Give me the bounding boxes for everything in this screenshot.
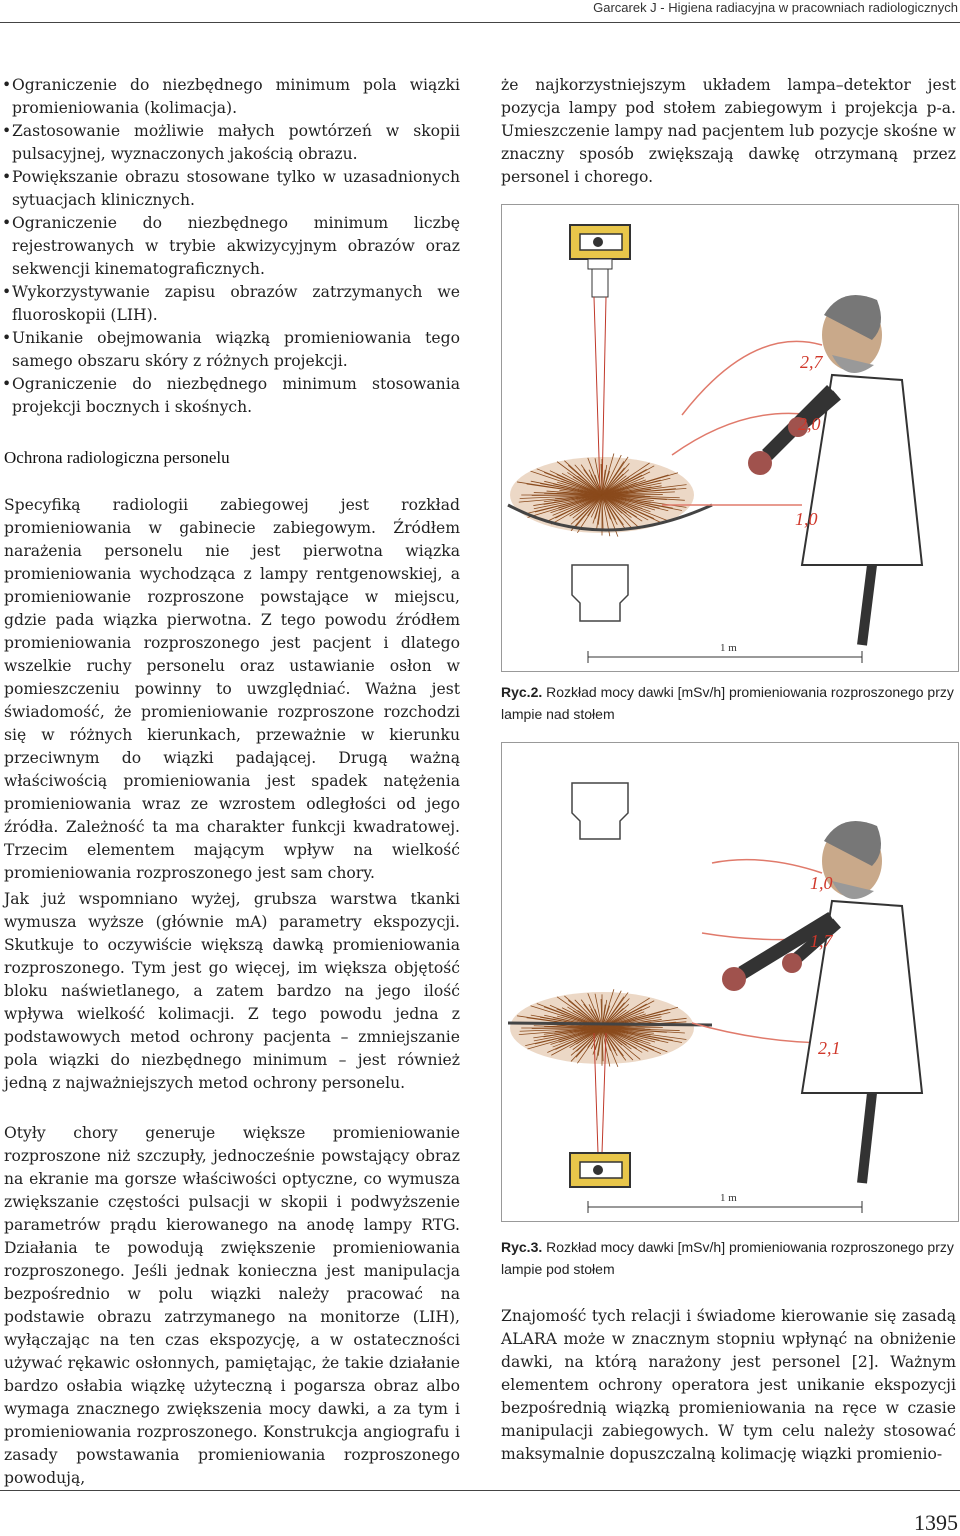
footer-rule — [0, 1490, 960, 1491]
left-column — [4, 74, 460, 419]
bullet-item: • Ograniczenie do niezbędnego minimum liczbę rejestrowanych w trybie akwizycyjnym obrazów oraz sekwencji kinematograficznych. — [4, 212, 460, 281]
paragraph-text: Otyły chory generuje większe promieniowanie rozproszone niż szczupły, jednocześnie powstający obraz na ekranie ma gorsze właściwości optyczne, co wymusza zwiększanie częstości pulsacji w skopii i podwyższenie parametrów prądu kierowanego na anodę lampy RTG. Działania te powodują zwiększenie promieniowania rozproszonego. Jeśli jednak konieczna jest manipulacja bezpośrednio w polu wiązki należy pracować na podstawie obrazu zatrzymanego na monitorze (LIH), wyłączając na ten czas ekspozycję, a w ostateczności używać rękawic osłonnych, pamiętając, że takie działanie bardzo osłabia wiązkę użyteczną i pogarsza obraz albo wymaga znacznego zwiększenia mocy dawki, a za tym i promieniowania rozproszonego. Konstrukcja angiografu i zasady powstawania promieniowania rozproszonego powodują, — [4, 1122, 460, 1490]
dose-label: 1,7 — [810, 931, 834, 951]
header-rule — [0, 22, 960, 23]
bullet-item: • Powiększanie obrazu stosowane tylko w uzasadnionych sytuacjach klinicznych. — [4, 166, 460, 212]
body-paragraph — [4, 494, 460, 885]
dose-label: 1,0 — [810, 873, 833, 893]
bullet-item: • Wykorzystywanie zapisu obrazów zatrzymanych we fluoroskopii (LIH). — [4, 281, 460, 327]
figure-2-caption — [501, 681, 956, 725]
detector-icon — [572, 783, 628, 839]
paragraph-text: że najkorzystniejszym układem lampa–detektor jest pozycja lampy pod stołem zabiegowym i projekcja p-a. Umieszczenie lampy nad pacjentem lub pozycje skośne w znaczny sposób zwiększają dawkę otrzymaną przez personel i chorego. — [501, 74, 956, 189]
detector-icon — [572, 565, 628, 621]
body-paragraph — [4, 1122, 460, 1490]
bullet-list — [4, 74, 460, 419]
figure-3 — [501, 742, 959, 1222]
paragraph-text: Specyfiką radiologii zabiegowej jest rozkład promieniowania w gabinecie zabiegowym. Źródłem narażenia personelu nie jest pierwotna wiązka promieniowania wychodząca z lampy rentgenowskiej, a promieniowanie rozproszone powstające w miejscu, gdzie pada wiązka pierwotna. Z tego powodu źródłem promieniowania rozproszonego jest pacjent i dlatego wszelkie ruchy personelu oraz ustawianie osłon w pomieszczeniu powinny to uwzględniać. Ważna jest świadomość, że promieniowanie rozproszone rozchodzi się w różnych kierunkach, przeważnie w kierunku przeciwnym do wiązki padającej. Drugą ważną właściwością promieniowania jest spadek natężenia promieniowania wraz ze wzrostem odległości od jego źródła. Zależność ta ma charakter funkcji kwadratowej. Trzecim elementem mającym wpływ na wielkość promieniowania rozproszonego jest sam chory. — [4, 494, 460, 885]
dose-label: 2,0 — [798, 414, 821, 434]
page-number: 1395 — [914, 1510, 958, 1536]
caption-number: Ryc.2. — [501, 684, 542, 700]
bullet-item: • Unikanie obejmowania wiązką promieniowania tego samego obszaru skóry z różnych projekcji. — [4, 327, 460, 373]
dose-label: 1,0 — [795, 509, 818, 529]
bullet-item: • Ograniczenie do niezbędnego minimum pola wiązki promieniowania (kolimacja). — [4, 74, 460, 120]
dose-label: 2,1 — [818, 1038, 841, 1058]
body-paragraph — [4, 888, 460, 1095]
scatter-burst-icon — [510, 989, 694, 1067]
bullet-item: • Ograniczenie do niezbędnego minimum stosowania projekcji bocznych i skośnych. — [4, 373, 460, 419]
dose-label: 2,7 — [800, 352, 824, 372]
running-header: Garcarek J - Higiena radiacyjna w pracowniach radiologicznych — [593, 0, 958, 15]
figure-2-illustration — [502, 205, 958, 671]
body-paragraph — [501, 1305, 956, 1466]
paragraph-text: Jak już wspomniano wyżej, grubsza warstwa tkanki wymusza wyższe (głównie mA) parametry ekspozycji. Skutkuje to oczywiście większą dawką promieniowania rozproszonego. Tym jest go więcej, im większa objętość bloku naświetlanego, a zatem bardzo na jego ilość wpływa wielkość kolimacji. Z tego powodu jedna z podstawowych metod ochrony pacjenta – zmniejszanie pola wiązki do niezbędnego minimum – jest również jedną z najważniejszych metod ochrony personelu. — [4, 888, 460, 1095]
figure-3-illustration — [502, 743, 958, 1221]
scale-label: 1 m — [720, 642, 737, 654]
operator-figure-icon — [748, 295, 922, 645]
xray-tube-icon — [570, 1153, 630, 1187]
body-paragraph — [501, 74, 956, 189]
scale-label: 1 m — [720, 1192, 737, 1204]
section-heading: Ochrona radiologiczna personelu — [4, 448, 230, 468]
bullet-item: • Zastosowanie możliwie małych powtórzeń w skopii pulsacyjnej, wyznaczonych jakością obrazu. — [4, 120, 460, 166]
paragraph-text: Znajomość tych relacji i świadome kierowanie się zasadą ALARA może w znacznym stopniu wpłynąć na obniżenie dawki, na którą narażony jest personel [2]. Ważnym elementem ochrony operatora jest unikanie ekspozycji bezpośrednią wiązką promieniowania na ręce w czasie manipulacji zabiegowych. W tym celu należy stosować maksymalnie dopuszczalną kolimację wiązki promienio- — [501, 1305, 956, 1466]
figure-3-caption — [501, 1236, 956, 1280]
scatter-burst-icon — [510, 454, 694, 537]
caption-text: Rozkład mocy dawki [mSv/h] promieniowania rozproszonego przy lampie pod stołem — [501, 1239, 954, 1277]
figure-2 — [501, 204, 959, 672]
caption-text: Rozkład mocy dawki [mSv/h] promieniowania rozproszonego przy lampie nad stołem — [501, 684, 954, 722]
xray-tube-icon — [570, 225, 630, 297]
caption-number: Ryc.3. — [501, 1239, 542, 1255]
